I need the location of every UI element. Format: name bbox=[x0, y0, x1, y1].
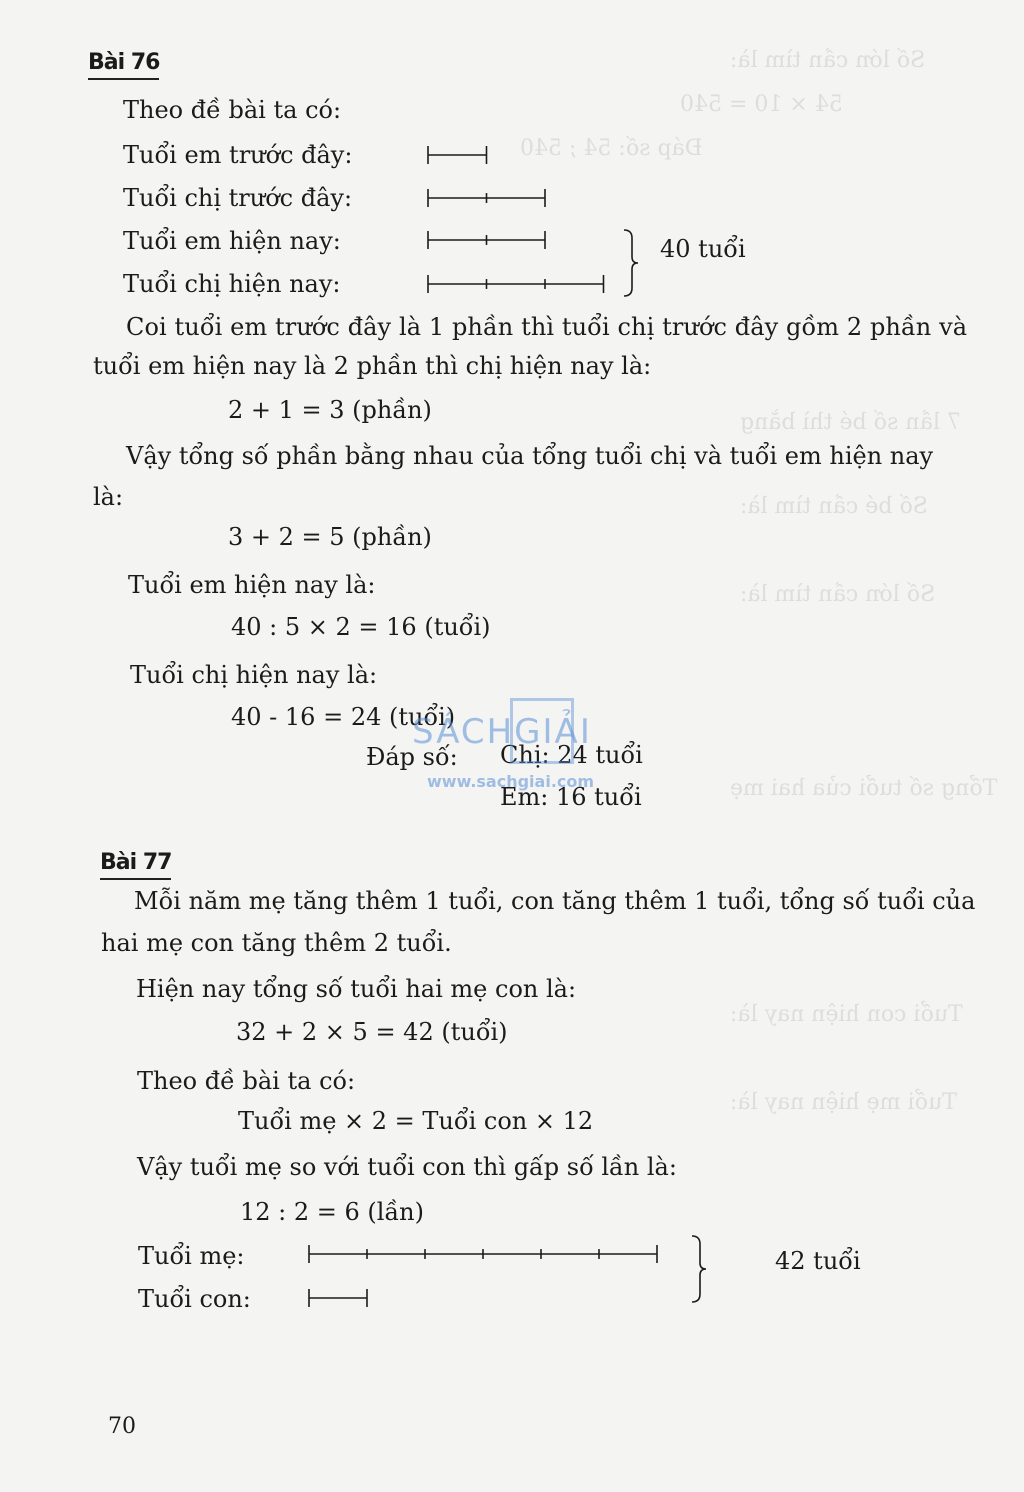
label-tuoi-me: Tuổi mẹ: bbox=[138, 1242, 245, 1270]
label-chi-nay: Tuổi chị hiện nay: bbox=[123, 270, 341, 298]
exercise-76-answer-chi: Chị: 24 tuổi bbox=[500, 741, 643, 769]
label-em-nay: Tuổi em hiện nay: bbox=[123, 227, 341, 255]
brace-77 bbox=[692, 1236, 706, 1302]
exercise-77-para1-line1: Mỗi năm mẹ tăng thêm 1 tuổi, con tăng thêm 1 tuổi, tổng số tuổi của bbox=[134, 887, 976, 915]
exercise-76-answer-em: Em: 16 tuổi bbox=[500, 783, 642, 811]
brace-label-77: 42 tuổi bbox=[775, 1247, 861, 1275]
watermark-brand: SÁCHGIẢI bbox=[412, 712, 592, 752]
exercise-77-calc2: 12 : 2 = 6 (lần) bbox=[240, 1198, 424, 1226]
exercise-76-intro: Theo đề bài ta có: bbox=[123, 96, 342, 124]
exercise-76-calc3: 40 : 5 × 2 = 16 (tuổi) bbox=[231, 613, 491, 641]
exercise-76-calc2: 3 + 2 = 5 (phần) bbox=[228, 523, 432, 551]
exercise-76-chi-label: Tuổi chị hiện nay là: bbox=[130, 661, 378, 689]
exercise-77-intro: Theo đề bài ta có: bbox=[137, 1067, 356, 1095]
label-chi-truoc: Tuổi chị trước đây: bbox=[123, 184, 353, 212]
exercise-77-ratio-label: Vậy tuổi mẹ so với tuổi con thì gấp số lần là: bbox=[137, 1153, 677, 1181]
label-tuoi-con: Tuổi con: bbox=[138, 1285, 251, 1313]
exercise-77-calc1: 32 + 2 × 5 = 42 (tuổi) bbox=[236, 1018, 508, 1046]
exercise-76-answer-label: Đáp số: bbox=[366, 743, 458, 771]
exercise-76-em-label: Tuổi em hiện nay là: bbox=[128, 571, 376, 599]
exercise-76-calc4: 40 - 16 = 24 (tuổi) bbox=[231, 703, 456, 731]
exercise-77-title: Bài 77 bbox=[100, 850, 171, 880]
brace-label-76: 40 tuổi bbox=[660, 235, 746, 263]
exercise-77-relation: Tuổi mẹ × 2 = Tuổi con × 12 bbox=[238, 1107, 594, 1135]
exercise-76-para2-line2: là: bbox=[93, 483, 124, 511]
label-em-truoc: Tuổi em trước đây: bbox=[123, 141, 353, 169]
exercise-76-para1-line2: tuổi em hiện nay là 2 phần thì chị hiện nay là: bbox=[93, 352, 652, 380]
page-number: 70 bbox=[108, 1414, 136, 1439]
watermark-url: www.sachgiai.com bbox=[427, 772, 595, 791]
exercise-77-para1-line2: hai mẹ con tăng thêm 2 tuổi. bbox=[101, 929, 452, 957]
brace-76 bbox=[624, 230, 638, 296]
exercise-76-para1-line1: Coi tuổi em trước đây là 1 phần thì tuổi chị trước đây gồm 2 phần và bbox=[126, 313, 968, 341]
exercise-76-calc1: 2 + 1 = 3 (phần) bbox=[228, 396, 432, 424]
exercise-76-para2-line1: Vậy tổng số phần bằng nhau của tổng tuổi chị và tuổi em hiện nay bbox=[126, 442, 934, 470]
exercise-77-sum-label: Hiện nay tổng số tuổi hai mẹ con là: bbox=[136, 975, 577, 1003]
exercise-76-title: Bài 76 bbox=[88, 50, 159, 80]
